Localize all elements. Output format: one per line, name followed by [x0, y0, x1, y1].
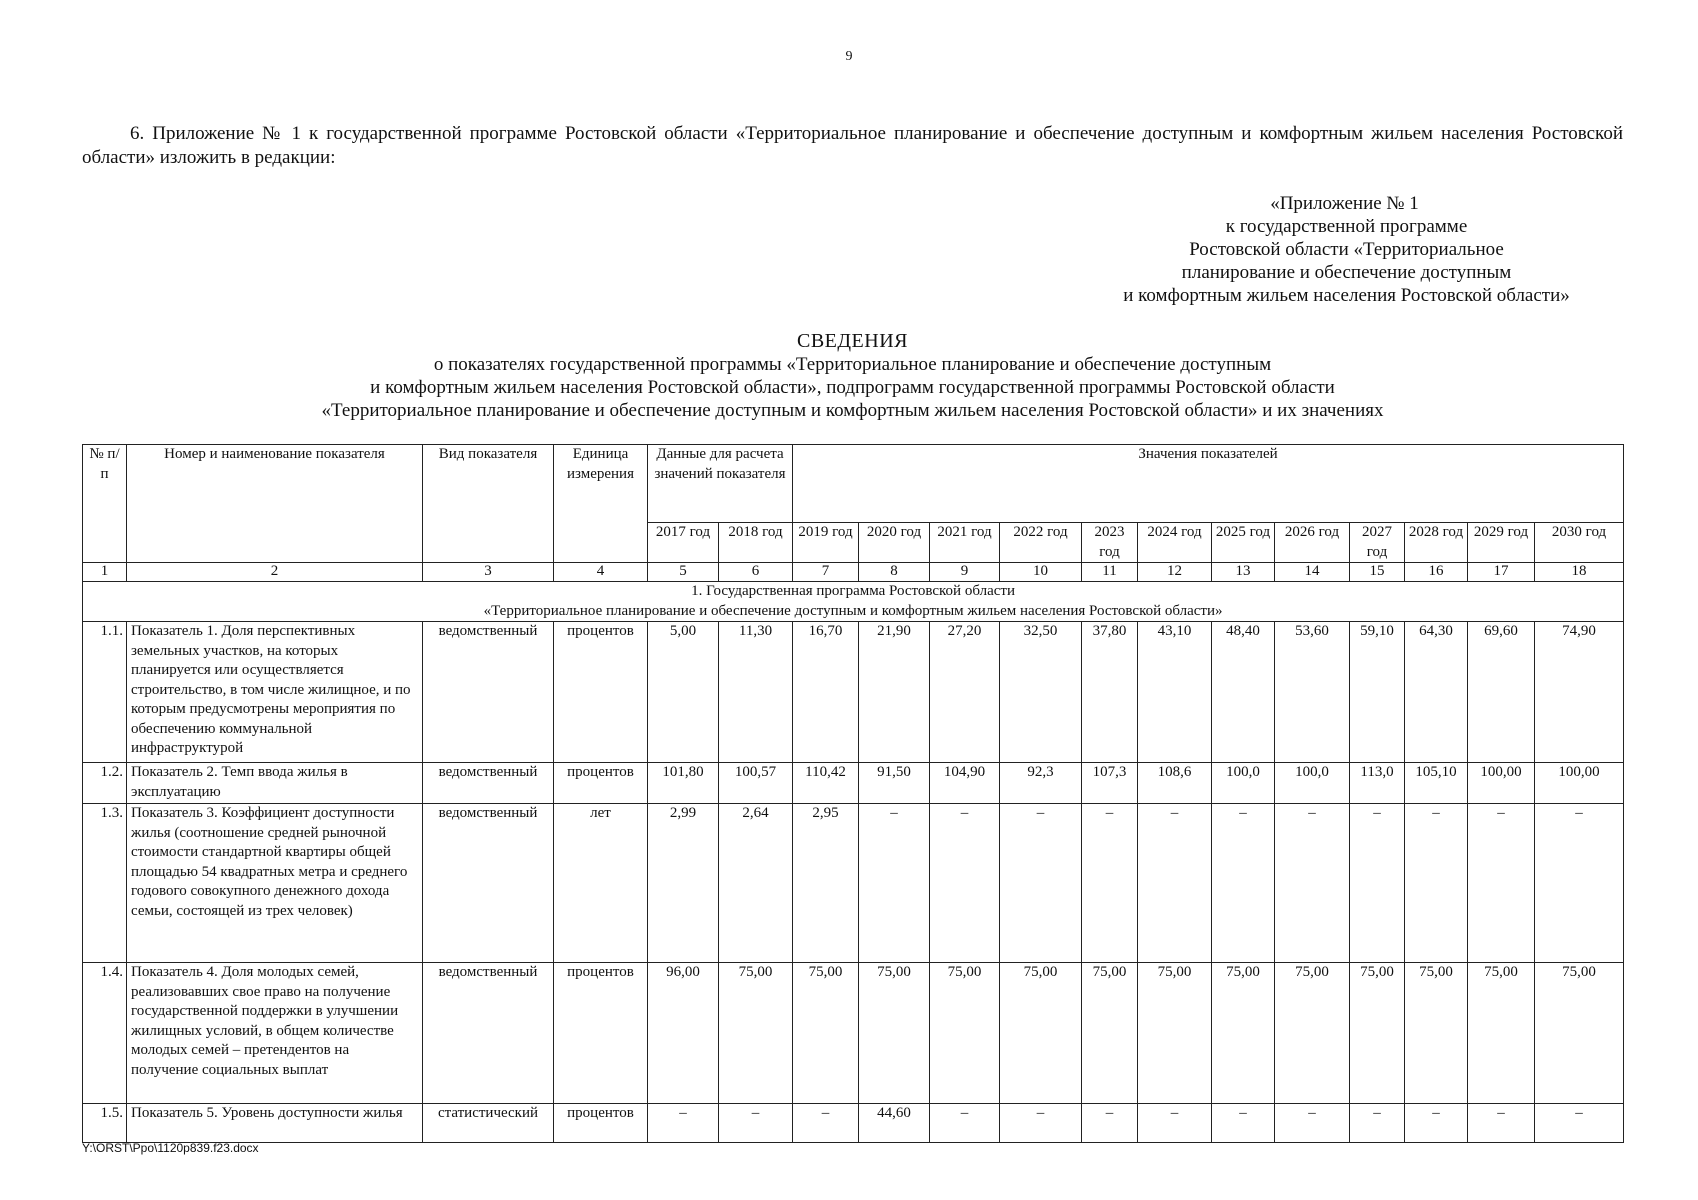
indicator-value: – [1535, 1104, 1624, 1143]
indicator-value: 75,00 [719, 963, 793, 1104]
table-body [83, 622, 1624, 1143]
column-number: 5 [648, 563, 719, 582]
indicator-unit: процентов [554, 963, 648, 1104]
year-header: 2030 год [1535, 523, 1624, 563]
appendix-line: к государственной программе [1225, 216, 1468, 237]
column-number: 10 [1000, 563, 1082, 582]
column-number: 11 [1082, 563, 1138, 582]
indicator-value: 100,00 [1468, 763, 1535, 804]
header-unit: Единица измерения [554, 445, 648, 563]
header-base: Данные для расчета значений показателя [648, 445, 793, 523]
year-header: 2017 год [648, 523, 719, 563]
heading-line: о показателях государственной программы «Территориальное планирование и обеспечение доступным [433, 354, 1272, 375]
table-column-numbers-row [83, 563, 1624, 582]
appendix-caption [1070, 192, 1623, 307]
indicator-value: – [1275, 1104, 1350, 1143]
row-number: 1.5. [83, 1104, 127, 1143]
column-number: 16 [1405, 563, 1468, 582]
heading-line: «Территориальное планирование и обеспечение доступным и комфортным жильем населения Ростовской области» и их значениях [321, 400, 1384, 421]
indicator-value: 75,00 [1535, 963, 1624, 1104]
column-number: 8 [859, 563, 930, 582]
indicator-value: 75,00 [1350, 963, 1405, 1104]
year-header: 2029 год [1468, 523, 1535, 563]
indicator-value: 53,60 [1275, 622, 1350, 763]
indicator-value: – [648, 1104, 719, 1143]
indicator-value: – [1212, 804, 1275, 963]
indicator-unit: процентов [554, 1104, 648, 1143]
year-header: 2027 год [1350, 523, 1405, 563]
indicator-value: 75,00 [793, 963, 859, 1104]
row-number: 1.4. [83, 963, 127, 1104]
indicator-value: 101,80 [648, 763, 719, 804]
header-name: Номер и наименование показателя [127, 445, 423, 563]
column-number: 2 [127, 563, 423, 582]
indicator-value: 75,00 [1082, 963, 1138, 1104]
indicator-value: 100,0 [1275, 763, 1350, 804]
indicator-value: – [1405, 1104, 1468, 1143]
indicator-value: – [1350, 1104, 1405, 1143]
indicator-value: 100,57 [719, 763, 793, 804]
indicator-value: 100,0 [1212, 763, 1275, 804]
indicator-value: – [859, 804, 930, 963]
table-row [83, 1104, 1624, 1143]
year-header: 2022 год [1000, 523, 1082, 563]
indicators-table [82, 444, 1624, 1143]
indicator-value: 27,20 [930, 622, 1000, 763]
indicator-value: 75,00 [1212, 963, 1275, 1104]
table-row [83, 763, 1624, 804]
indicator-value: 75,00 [930, 963, 1000, 1104]
column-number: 4 [554, 563, 648, 582]
indicator-value: 75,00 [1405, 963, 1468, 1104]
row-number: 1.1. [83, 622, 127, 763]
indicator-kind: ведомственный [423, 804, 554, 963]
indicator-value: – [1275, 804, 1350, 963]
appendix-line: и комфортным жильем населения Ростовской области» [1123, 285, 1570, 306]
indicator-value: 32,50 [1000, 622, 1082, 763]
column-number: 6 [719, 563, 793, 582]
column-number: 15 [1350, 563, 1405, 582]
indicator-name: Показатель 1. Доля перспективных земельных участков, на которых планируется или осуществляется строительство, в том числе жилищное, и по которым предусмотрены мероприятия по обеспечению коммунальной инфраструктурой [127, 622, 423, 763]
indicator-value: 2,95 [793, 804, 859, 963]
column-number: 1 [83, 563, 127, 582]
indicator-value: – [930, 1104, 1000, 1143]
column-number: 9 [930, 563, 1000, 582]
indicator-value: – [1138, 804, 1212, 963]
column-number: 18 [1535, 563, 1624, 582]
indicator-value: – [930, 804, 1000, 963]
indicator-value: – [1000, 804, 1082, 963]
indicator-value: 69,60 [1468, 622, 1535, 763]
indicator-value: – [1082, 1104, 1138, 1143]
indicator-value: 110,42 [793, 763, 859, 804]
indicator-value: – [1468, 804, 1535, 963]
appendix-line: Ростовской области «Территориальное [1189, 239, 1504, 260]
indicator-value: 108,6 [1138, 763, 1212, 804]
column-number: 13 [1212, 563, 1275, 582]
appendix-line: планирование и обеспечение доступным [1181, 262, 1512, 283]
table-row [83, 804, 1624, 963]
indicator-value: – [1468, 1104, 1535, 1143]
header-kind: Вид показателя [423, 445, 554, 563]
indicator-value: – [793, 1104, 859, 1143]
indicator-value: 75,00 [1275, 963, 1350, 1104]
section-title [83, 582, 1624, 622]
indicator-value: 48,40 [1212, 622, 1275, 763]
indicator-value: – [1535, 804, 1624, 963]
row-number: 1.2. [83, 763, 127, 804]
indicator-value: 105,10 [1405, 763, 1468, 804]
table-row [83, 622, 1624, 763]
year-header: 2020 год [859, 523, 930, 563]
indicator-unit: процентов [554, 763, 648, 804]
indicator-name: Показатель 2. Темп ввода жилья в эксплуатацию [127, 763, 423, 804]
page-number: 9 [845, 49, 853, 64]
indicator-value: 37,80 [1082, 622, 1138, 763]
indicator-value: – [1082, 804, 1138, 963]
heading-line: и комфортным жильем населения Ростовской области», подпрограмм государственной программы Ростовской области [370, 377, 1335, 398]
year-header: 2019 год [793, 523, 859, 563]
indicator-value: 21,90 [859, 622, 930, 763]
indicator-kind: статистический [423, 1104, 554, 1143]
indicator-value: 74,90 [1535, 622, 1624, 763]
intro-paragraph: 6. Приложение № 1 к государственной программе Ростовской области «Территориальное планирование и обеспечение доступным и комфортным жильем населения Ростовской области» изложить в редакции: [82, 123, 1623, 168]
year-header: 2024 год [1138, 523, 1212, 563]
year-header: 2028 год [1405, 523, 1468, 563]
year-header: 2026 год [1275, 523, 1350, 563]
section-line: «Территориальное планирование и обеспечение доступным и комфортным жильем населения Ростовской области» [483, 602, 1223, 619]
indicator-value: – [1000, 1104, 1082, 1143]
heading-title: СВЕДЕНИЯ [797, 330, 908, 352]
indicator-value: – [1405, 804, 1468, 963]
header-values: Значения показателей [793, 445, 1624, 523]
row-number: 1.3. [83, 804, 127, 963]
indicator-value: – [719, 1104, 793, 1143]
indicator-value: 75,00 [859, 963, 930, 1104]
column-number: 17 [1468, 563, 1535, 582]
section-line: 1. Государственная программа Ростовской области [691, 583, 1015, 599]
indicator-value: 75,00 [1468, 963, 1535, 1104]
indicator-name: Показатель 5. Уровень доступности жилья [127, 1104, 423, 1143]
year-header: 2018 год [719, 523, 793, 563]
indicator-value: 96,00 [648, 963, 719, 1104]
document-heading [82, 330, 1623, 422]
indicator-value: 59,10 [1350, 622, 1405, 763]
indicator-name: Показатель 4. Доля молодых семей, реализовавших свое право на получение государственной поддержки в улучшении жилищных условий, в общем количестве молодых семей – претендентов на получение социальных выплат [127, 963, 423, 1104]
indicator-kind: ведомственный [423, 763, 554, 804]
column-number: 12 [1138, 563, 1212, 582]
indicator-value: 75,00 [1000, 963, 1082, 1104]
year-header: 2023 год [1082, 523, 1138, 563]
header-num: № п/п [83, 445, 127, 563]
indicator-value: 113,0 [1350, 763, 1405, 804]
indicator-value: 16,70 [793, 622, 859, 763]
indicator-value: 104,90 [930, 763, 1000, 804]
indicator-value: – [1350, 804, 1405, 963]
indicator-value: 64,30 [1405, 622, 1468, 763]
year-header: 2021 год [930, 523, 1000, 563]
indicator-value: – [1138, 1104, 1212, 1143]
indicator-value: 92,3 [1000, 763, 1082, 804]
table-row [83, 963, 1624, 1104]
table-header-row [83, 445, 1624, 523]
indicator-unit: процентов [554, 622, 648, 763]
indicator-value: – [1212, 1104, 1275, 1143]
column-number: 14 [1275, 563, 1350, 582]
indicator-value: 5,00 [648, 622, 719, 763]
table-section-row [83, 582, 1624, 622]
appendix-line: «Приложение № 1 [1270, 193, 1419, 214]
indicator-value: 43,10 [1138, 622, 1212, 763]
column-number: 7 [793, 563, 859, 582]
indicator-value: 100,00 [1535, 763, 1624, 804]
indicator-value: 11,30 [719, 622, 793, 763]
indicator-name: Показатель 3. Коэффициент доступности жилья (соотношение средней рыночной стоимости стандартной квартиры общей площадью 54 квадратных метра и среднего годового совокупного денежного дохода семьи, состоящей из трех человек) [127, 804, 423, 963]
indicator-value: 75,00 [1138, 963, 1212, 1104]
indicator-unit: лет [554, 804, 648, 963]
indicator-value: 107,3 [1082, 763, 1138, 804]
indicator-value: 2,64 [719, 804, 793, 963]
file-path-footer: Y:\ORST\Ppo\1120p839.f23.docx [82, 1141, 259, 1155]
indicator-kind: ведомственный [423, 963, 554, 1104]
indicator-value: 91,50 [859, 763, 930, 804]
indicator-value: 2,99 [648, 804, 719, 963]
indicator-value: 44,60 [859, 1104, 930, 1143]
indicator-kind: ведомственный [423, 622, 554, 763]
column-number: 3 [423, 563, 554, 582]
year-header: 2025 год [1212, 523, 1275, 563]
